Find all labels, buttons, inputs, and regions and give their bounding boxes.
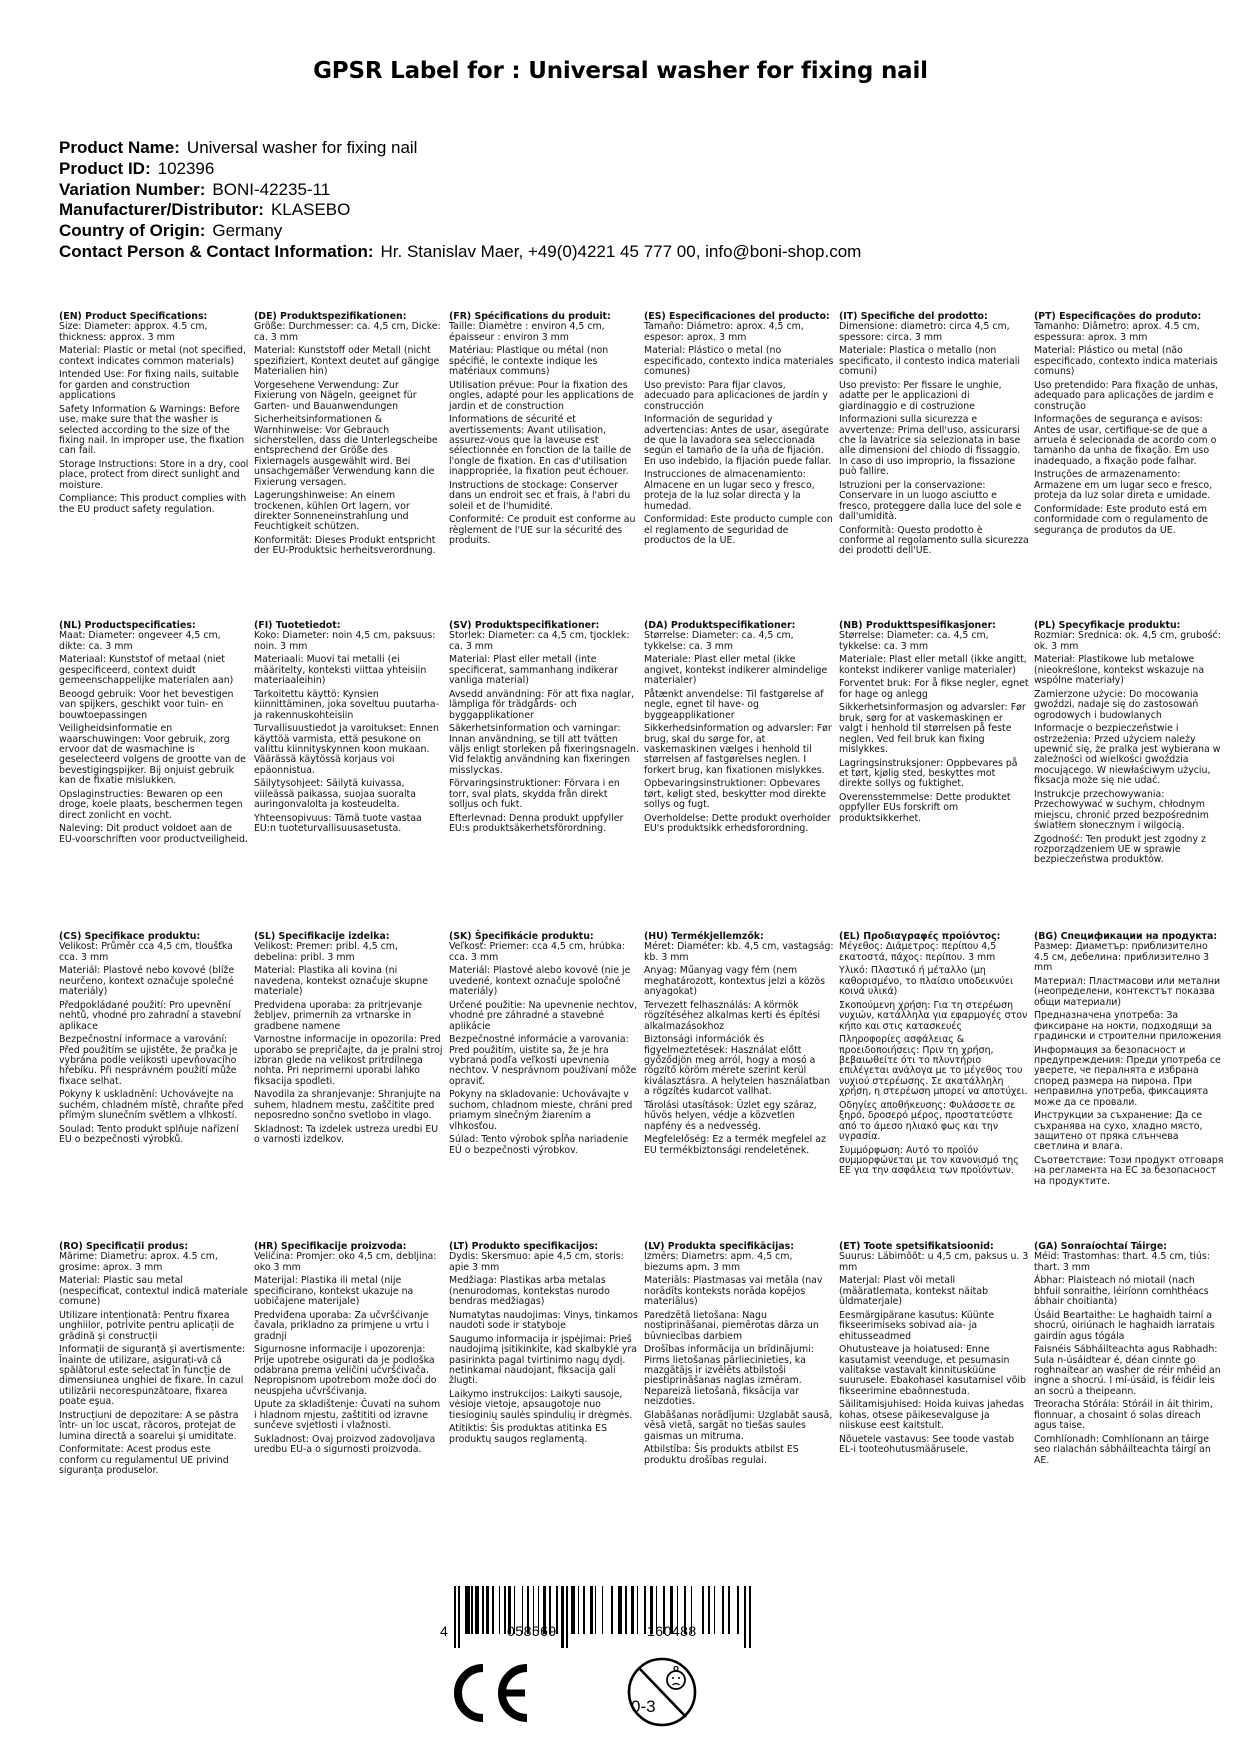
spec-section — [839, 1242, 1029, 1459]
spec-paragraph: Sikkerhetsinformasjon og advarsler: Før bruk, sørg for at vaskemaskinen er valgt i henhold til størrelsen på feste neglen. Ved feil bruk kan fixing mislykkes. — [839, 702, 1026, 756]
spec-paragraph: Medžiaga: Plastikas arba metalas (nenurodomas, kontekstas nurodo bendras medžiagas) — [449, 1275, 610, 1308]
spec-paragraph: Størrelse: Diameter: ca. 4,5 cm, tykkelse: ca. 3 mm — [839, 630, 989, 652]
spec-paragraph: Beoogd gebruik: Voor het bevestigen van spijkers, geschikt voor tuin- en bouwtoepassingen — [59, 688, 234, 721]
variation-number-row — [59, 180, 861, 201]
variation-number-label: Variation Number: — [59, 179, 206, 199]
spec-section-heading: (SK) Špecifikácie produktu: — [449, 931, 594, 942]
spec-paragraph: Storage Instructions: Store in a dry, cool place, protect from direct sunlight and moisture. — [59, 459, 249, 491]
spec-paragraph: Matériau: Plastique ou métal (non spécifié, le contexte indique les matériaux communs) — [449, 345, 609, 378]
spec-paragraph: Materiál: Plastové nebo kovové (blíže neurčeno, kontext označuje společné materiály) — [59, 965, 235, 998]
spec-paragraph: Материал: Пластмасови или метални (неопределени, контекстът показва общи материали) — [1034, 975, 1221, 1008]
spec-paragraph: Инструкции за съхранение: Да се съхранява на сухо, хладно място, защитено от пряка слънчева светлина и влага. — [1034, 1110, 1203, 1153]
spec-paragraph: Konformität: Dieses Produkt entspricht der EU-Produktsic herheitsverordnung. — [254, 535, 436, 557]
spec-section — [449, 1242, 639, 1448]
spec-paragraph: Opbevaringsinstruktioner: Opbevares tørt, køligt sted, beskytter mod direkte sollys og fugt. — [644, 778, 826, 811]
spec-section-heading: (SV) Produktspecifikationer: — [449, 620, 600, 631]
spec-paragraph: Laikymo instrukcijos: Laikyti sausoje, vėsioje vietoje, apsaugotoje nuo tiesioginių saulės spindulių ir drėgmės. — [449, 1389, 633, 1421]
spec-paragraph: Drošības informācija un brīdinājumi: Pirms lietošanas pārliecinieties, ka mazgātājs ir izvēlēts atbilstoši piestiprināšanas naglas izmēram. Nepareizā lietošanā, fiksācija var neizdoties. — [644, 1344, 814, 1408]
spec-paragraph: Atitiktis: Šis produktas atitinka ES produktų saugos reglamentą. — [449, 1423, 608, 1445]
spec-paragraph: Materjal: Plast või metall (määratlemata, kontekst näitab üldmaterjale) — [839, 1275, 989, 1308]
spec-section — [59, 312, 249, 518]
contact-label: Contact Person & Contact Information: — [59, 241, 374, 261]
spec-paragraph: Lagringsinstruksjoner: Oppbevares på et tørt, kjølig sted, beskyttes mot direkte sollys og fuktighet. — [839, 757, 1018, 790]
spec-paragraph: Anyag: Műanyag vagy fém (nem meghatározott, kontextus jelzi a közös anyagokat) — [644, 965, 825, 998]
variation-number-value: BONI-42235-11 — [212, 179, 331, 199]
spec-paragraph: Размер: Диаметър: приблизително 4.5 см, дебелина: приблизително 3 mm — [1034, 941, 1210, 974]
spec-paragraph: Soulad: Tento produkt splňuje nařízení EU o bezpečnosti výrobků. — [59, 1123, 239, 1146]
spec-section — [1034, 312, 1224, 539]
spec-paragraph: Faisnéis Sábháilteachta agus Rabhadh: Sula n-úsáidtear é, déan cinnte go roghnaítear an washer de réir mhéid an ingne a shocrú. I mí-úsáid, is féidir leis an socrú a theipeann. — [1034, 1344, 1221, 1397]
spec-paragraph: Instrucciones de almacenamiento: Almacene en un lugar seco y fresco, proteja de la luz solar directa y la humedad. — [644, 469, 815, 512]
spec-paragraph: Dydis: Skersmuo: apie 4,5 cm, storis: apie 3 mm — [449, 1251, 624, 1273]
spec-paragraph: Materiale: Plast eller metal (ikke angivet, kontekst indikerer almindelige materialer) — [644, 654, 828, 687]
spec-paragraph: Tárolási utasítások: Üzlet egy száraz, hűvös helyen, védje a közvetlen napfény és a nedvesség. — [644, 1099, 817, 1132]
spec-paragraph: Συμμόρφωση: Αυτό το προϊόν συμμορφώνεται με τον κανονισμό της ΕΕ για την ασφάλεια των προϊόντων. — [839, 1144, 1019, 1177]
spec-paragraph: Οδηγίες αποθήκευσης: Φυλάσσετε σε ξηρό, δροσερό μέρος, προστατεύστε από το άμεσο ηλιακό φως και την υγρασία. — [839, 1099, 1016, 1143]
spec-paragraph: Varnostne informacije in opozorila: Pred uporabo se prepričajte, da je pralni stroj izbran glede na velikost pritrdilnega nohta. Pri neprimerni uporabi lahko fiksacija spodleti. — [254, 1034, 443, 1087]
spec-paragraph: Compliance: This product complies with the EU product safety regulation. — [59, 493, 247, 515]
spec-paragraph: Úsáid Beartaithe: Le haghaidh tairní a shocrú, oiriúnach le haghaidh iarratais gairdín agus tógála — [1034, 1309, 1215, 1342]
spec-paragraph: Säkerhetsinformation och varningar: Innan användning, se till att tvätten väljs enligt storleken på fixeringsnageln. Vid felaktig användning kan fixeringen misslyckas. — [449, 723, 639, 776]
spec-paragraph: Materijal: Plastika ili metal (nije specificirano, kontekst ukazuje na uobičajene materijale) — [254, 1275, 414, 1308]
spec-paragraph: Bezpečnostné informácie a varovania: Pred použitím, uistite sa, že je hra vybraná podľa veľkosti upevnenia nechtov. V nesprávnom používaní môže opraviť. — [449, 1034, 637, 1087]
spec-paragraph: Size: Diameter: approx. 4.5 cm, thickness: approx. 3 mm — [59, 321, 208, 343]
spec-paragraph: Informations de sécurité et avertissements: Avant utilisation, assurez-vous que la laveuse est sélectionnée en fonction de la taille de l'ongle de fixation. En cas d'utilisation inappropriée, la fixation peut échouer. — [449, 414, 632, 478]
age-warning-0-3-icon — [626, 1656, 698, 1728]
spec-paragraph: Sukladnost: Ovaj proizvod zadovoljava uredbu EU-a o sigurnosti proizvoda. — [254, 1433, 436, 1456]
spec-paragraph: Material: Plast eller metall (inte specificerat, sammanhang indikerar vanliga material) — [449, 654, 618, 687]
spec-section — [644, 621, 834, 838]
product-id-label: Product ID: — [59, 158, 151, 178]
spec-paragraph: Koko: Diameter: noin 4,5 cm, paksuus: noin. 3 mm — [254, 630, 436, 652]
spec-paragraph: Μέγεθος: Διάμετρος: περίπου 4,5 εκατοστά, πάχος: περίπου. 3 mm — [839, 941, 997, 963]
product-id-row — [59, 159, 861, 180]
spec-paragraph: Materiale: Plastica o metallo (non specificato, il contesto indica materiali comuni) — [839, 345, 1020, 378]
spec-paragraph: Veiligheidsinformatie en waarschuwingen: Voor gebruik, zorg ervoor dat de wasmachine is geselecteerd volgens de grootte van de bevestigingspijker. Bij onjuist gebruik kan de fixatie mislukken. — [59, 723, 246, 787]
spec-paragraph: Tervezett felhasználás: A körmök rögzítéséhez alkalmas kerti és építési alkalmazásokhoz — [644, 999, 821, 1032]
spec-paragraph: Instrucțiuni de depozitare: A se păstra într- un loc uscat, răcoros, protejat de lumina directă a soarelui şi umiditate. — [59, 1409, 239, 1442]
country-of-origin-value: Germany — [212, 221, 283, 241]
spec-section — [59, 621, 249, 848]
spec-section-heading: (BG) Спецификации на продукта: — [1034, 931, 1218, 942]
spec-paragraph: Opslaginstructies: Bewaren op een droge, koele plaats, beschermen tegen direct zonlicht en vocht. — [59, 788, 243, 821]
spec-paragraph: Predviđena uporaba: Za učvršćivanje čavala, prikladno za primjene u vrtu i gradnji — [254, 1309, 430, 1342]
spec-paragraph: Conformitate: Acest produs este conform cu regulamentul UE privind siguranța produselor. — [59, 1444, 229, 1477]
spec-paragraph: Størrelse: Diameter: ca. 4,5 cm, tykkelse: ca. 3 mm — [644, 630, 794, 652]
spec-section-heading: (FI) Tuotetiedot: — [254, 620, 341, 631]
spec-paragraph: Conformità: Questo prodotto è conforme al regolamento sulla sicurezza dei prodotti dell'UE. — [839, 524, 1029, 557]
spec-paragraph: Instructions de stockage: Conserver dans un endroit sec et frais, à l'abri du soleil et de l'humidité. — [449, 479, 631, 512]
spec-paragraph: Veľkosť: Priemer: cca 4,5 cm, hrúbka: cca. 3 mm — [449, 941, 625, 963]
spec-paragraph: Material: Plástico o metal (no especificado, contexto indica materiales comunes) — [644, 345, 834, 378]
spec-paragraph: Material: Plastika ali kovina (ni navedena, kontekst označuje skupne materiale) — [254, 965, 428, 998]
spec-paragraph: Maat: Diameter: ongeveer 4,5 cm, dikte: ca. 3 mm — [59, 630, 221, 652]
spec-paragraph: Předpokládané použití: Pro upevnění nehtů, vhodné pro zahradní a stavební aplikace — [59, 999, 241, 1032]
spec-paragraph: Veličina: Promjer: oko 4,5 cm, debljina: oko 3 mm — [254, 1251, 437, 1273]
spec-paragraph: Biztonsági információk és figyelmeztetések: Használat előtt győződjön meg arról, hogy a mosó a rögzítő köröm mérete szerint kerül kiválasztásra. A helytelen használatban a rögzítés kudarcot vallhat. — [644, 1034, 831, 1098]
spec-paragraph: Materiaali: Muovi tai metalli (ei määritelty, konteksti viittaa yhteisiin materiaaleihin) — [254, 654, 427, 687]
spec-paragraph: Rozmiar: Średnica: ok. 4,5 cm, grubość: ok. 3 mm — [1034, 630, 1221, 652]
spec-section-heading: (HU) Termékjellemzők: — [644, 931, 764, 942]
spec-paragraph: Sicherheitsinformationen & Warnhinweise: Vor Gebrauch sicherstellen, dass die Unterlegscheibe entsprechend der Größe des Fixiernagels ausgewählt wird. Bei unsachgemäßer Verwendung kann die Fixierung versagen. — [254, 414, 438, 488]
spec-section — [644, 1242, 834, 1469]
spec-paragraph: Istruzioni per la conservazione: Conservare in un luogo asciutto e fresco, proteggere dalla luce del sole e dall'umidità. — [839, 479, 1022, 523]
manufacturer-row — [59, 200, 861, 221]
spec-paragraph: Materiaal: Kunststof of metaal (niet gespecificeerd, context duidt gemeenschappelijke materialen aan) — [59, 654, 234, 687]
spec-paragraph: Informações de segurança e avisos: Antes de usar, certifique-se de que a arruela é selecionada de acordo com o tamanho da unha de fixação. Em uso inadequado, a fixação pode falhar. — [1034, 414, 1217, 467]
spec-paragraph: Overensstemmelse: Dette produktet oppfyller EUs forskrift om produktsikkerhet. — [839, 792, 1011, 824]
barcode — [440, 1586, 780, 1648]
spec-section — [254, 932, 444, 1149]
spec-paragraph: Предназначена употреба: За фиксиране на нокти, подходящи за градински и строителни приложения — [1034, 1010, 1222, 1043]
spec-section — [449, 312, 639, 550]
spec-paragraph: Ábhar: Plaisteach nó miotail (nach bhfuil sonraithe, léiríonn comhthéacs ábhair choitianta) — [1034, 1275, 1209, 1308]
spec-paragraph: Glabāšanas norādījumi: Uzglabāt sausā, vēsā vietā, sargāt no tiešas saules gaismas un mitruma. — [644, 1409, 833, 1442]
spec-paragraph: Conformité: Ce produit est conforme au règlement de l'UE sur la sécurité des produits. — [449, 514, 636, 547]
spec-paragraph: Material: Kunststoff oder Metall (nicht spezifiziert, Kontext deutet auf gängige Materialien hin) — [254, 345, 440, 378]
spec-paragraph: Información de seguridad y advertencias: Antes de usar, asegúrate de que la lavadora sea seleccionada según el tamaño de la uña de fijación. En uso indebido, la fijación puede fallar. — [644, 414, 832, 467]
spec-paragraph: Ohutusteave ja hoiatused: Enne kasutamist veenduge, et pesumasin valitakse vastavalt kinnitusküüne suurusele. Ebakohasel kasutamisel võib fikseerimine ebaõnnestuda. — [839, 1344, 1026, 1397]
product-name-row — [59, 138, 861, 159]
product-id-value: 102396 — [157, 158, 215, 178]
spec-section-heading: (EL) Προδιαγραφές προϊόντος: — [839, 931, 1001, 942]
spec-section-heading: (ET) Toote spetsifikatsioonid: — [839, 1241, 994, 1252]
spec-section — [839, 621, 1029, 827]
spec-paragraph: Förvaringsinstruktioner: Förvara i en torr, sval plats, skydda från direkt solljus och fukt. — [449, 778, 620, 811]
spec-paragraph: Nõuetele vastavus: See toode vastab EL-i tooteohutusmäärusele. — [839, 1433, 1015, 1456]
spec-paragraph: Velikost: Premer: pribl. 4,5 cm, debelina: pribl. 3 mm — [254, 941, 398, 963]
spec-paragraph: Conformidad: Este producto cumple con el reglamento de seguridad de productos de la UE. — [644, 514, 833, 547]
spec-paragraph: Информация за безопасност и предупреждения: Преди употреба се уверете, че пералнята е избрана според размера на пирона. При неправилна употреба, фиксацията може да се провали. — [1034, 1044, 1221, 1108]
spec-section-heading: (EN) Product Specifications: — [59, 311, 208, 322]
spec-section — [839, 932, 1029, 1180]
spec-paragraph: Upute za skladištenje: Čuvati na suhom i hladnom mjestu, zaštititi od izravne sunčeve svjetlosti i vlažnosti. — [254, 1399, 441, 1432]
spec-paragraph: Súlad: Tento výrobok spĺňa nariadenie EÚ o bezpečnosti výrobkov. — [449, 1134, 629, 1156]
spec-paragraph: Instrukcje przechowywania: Przechowywać w suchym, chłodnym miejscu, chronić przed bezpośrednim światłem słonecznym i wilgocią. — [1034, 788, 1209, 832]
spec-paragraph: Tamaño: Diámetro: aprox. 4,5 cm, espesor: aprox. 3 mm — [644, 321, 804, 343]
barcode-bars-icon — [440, 1586, 780, 1648]
spec-section-heading: (RO) Specificații produs: — [59, 1241, 189, 1252]
spec-paragraph: Safety Information & Warnings: Before use, make sure that the washer is selected according to the size of the fixing nail. In improper use, the fixation can fail. — [59, 403, 245, 457]
spec-section — [59, 1242, 249, 1480]
spec-paragraph: Größe: Durchmesser: ca. 4,5 cm, Dicke: ca. 3 mm — [254, 321, 441, 343]
spec-paragraph: Σκοπούμενη χρήση: Για τη στερέωση νυχιών, κατάλληλα για εφαρμογές στον κήπο και στις κατασκευές — [839, 999, 1028, 1032]
spec-paragraph: Méret: Diaméter: kb. 4,5 cm, vastagság: kb. 3 mm — [644, 941, 834, 963]
product-name-label: Product Name: — [59, 138, 180, 157]
spec-section-heading: (GA) Sonraíochtaí Táirge: — [1034, 1241, 1167, 1252]
spec-section-heading: (NB) Produkttspesifikasjoner: — [839, 620, 996, 631]
spec-paragraph: Comhlíonadh: Comhlíonann an táirge seo rialachán sábháilteachta táirgí an AE. — [1034, 1433, 1211, 1466]
spec-paragraph: Zgodność: Ten produkt jest zgodny z rozporządzeniem UE w sprawie bezpieczeństwa produktów. — [1034, 833, 1206, 866]
spec-section-heading: (FR) Spécifications du produit: — [449, 311, 611, 322]
spec-paragraph: Materiał: Plastikowe lub metalowe (nieokreślone, kontekst wskazuje na wspólne materiały) — [1034, 654, 1205, 687]
spec-paragraph: Dimensione: diametro: circa 4,5 cm, spessore: circa. 3 mm — [839, 321, 1010, 343]
page-title: GPSR Label for : Universal washer for fixing nail — [313, 58, 928, 84]
country-of-origin-label: Country of Origin: — [59, 221, 206, 241]
spec-paragraph: Mărime: Diametru: aprox. 4.5 cm, grosime: aprox. 3 mm — [59, 1251, 218, 1273]
spec-paragraph: Méid: Trastomhas: thart. 4.5 cm, tiús: thart. 3 mm — [1034, 1251, 1210, 1273]
spec-paragraph: Πληροφορίες ασφάλειας & προειδοποιήσεις: Πριν τη χρήση, βεβαιωθείτε ότι το πλυντήριο επιλέγεται ανάλογα με το μέγεθος του νυχιού στερέωσης. Σε ακατάλληλη χρήση, η στερέωση μπορεί να αποτύχει. — [839, 1034, 1028, 1098]
spec-paragraph: Uso previsto: Per fissare le unghie, adatte per le applicazioni di giardinaggio e di costruzione — [839, 379, 1002, 412]
spec-paragraph: Säilytysohjeet: Säilytä kuivassa, viileässä paikassa, suojaa suoralta auringonvalolta ja kosteudelta. — [254, 778, 416, 811]
spec-paragraph: Material: Plastic or metal (not specified, context indicates common materials) — [59, 345, 246, 367]
spec-paragraph: Υλικό: Πλαστικό ή μέταλλο (μη καθορισμένο, το πλαίσιο υποδεικνύει κοινά υλικά) — [839, 965, 1014, 998]
spec-section — [1034, 1242, 1224, 1469]
age-warning-label: 0-3 — [631, 1697, 656, 1716]
spec-section — [644, 312, 834, 550]
spec-paragraph: Atbilstība: Šis produkts atbilst ES produktu drošības regulai. — [644, 1444, 799, 1466]
spec-paragraph: Lagerungshinweise: An einem trockenen, kühlen Ort lagern, vor direkter Sonneneinstrahlung und Feuchtigkeit schützen. — [254, 490, 410, 533]
spec-section-heading: (CS) Specifikace produktu: — [59, 931, 201, 942]
spec-paragraph: Utilizare intenționată: Pentru fixarea unghiilor, potrivite pentru aplicații de grădină și construcții — [59, 1309, 235, 1342]
spec-paragraph: Uso previsto: Para fijar clavos, adecuado para aplicaciones de jardín y construcción — [644, 379, 828, 412]
spec-paragraph: Izmērs: Diametrs: apm. 4,5 cm, biezums apm. 3 mm — [644, 1251, 793, 1273]
spec-section-heading: (LT) Produkto specifikacijos: — [449, 1241, 599, 1252]
spec-section-heading: (IT) Specifiche del prodotto: — [839, 311, 988, 322]
product-name-value: Universal washer for fixing nail — [186, 138, 418, 157]
spec-paragraph: Zamierzone użycie: Do mocowania gwoździ, nadaje się do zastosowań ogrodowych i budowlanych — [1034, 688, 1199, 721]
spec-paragraph: Určené použitie: Na upevnenie nechtov, vhodné pre záhradné a stavebné aplikácie — [449, 999, 638, 1032]
spec-section — [449, 932, 639, 1159]
spec-paragraph: Storlek: Diameter: ca 4,5 cm, tjocklek: ca. 3 mm — [449, 630, 630, 652]
spec-section — [254, 621, 444, 838]
spec-paragraph: Numatytas naudojimas: Vinys, tinkamos naudoti sode ir statyboje — [449, 1309, 638, 1332]
spec-section — [839, 312, 1029, 560]
spec-paragraph: Taille: Diamètre : environ 4,5 cm, épaisseur : environ 3 mm — [449, 321, 605, 343]
spec-paragraph: Informazioni sulla sicurezza e avvertenze: Prima dell'uso, assicurarsi che la lavatrice sia selezionata in base alle dimensioni del chiodo di fissaggio. In caso di uso improprio, la fissazione può fallire. — [839, 414, 1021, 478]
contact-value: Hr. Stanislav Maer, +49(0)4221 45 777 00, info@boni-shop.com — [380, 241, 862, 261]
spec-section-heading: (PT) Especificações do produto: — [1034, 311, 1202, 322]
spec-paragraph: Predvidena uporaba: za pritrjevanje žebljev, primernih za vrtnarske in gradbene namene — [254, 999, 423, 1032]
spec-paragraph: Forventet bruk: For å fikse negler, egnet for hage og anlegg — [839, 678, 1029, 700]
spec-paragraph: Pokyny k uskladnění: Uchovávejte na suchém, chladném místě, chraňte před přímým slunečním světlem a vlhkostí. — [59, 1089, 244, 1122]
spec-section — [254, 1242, 444, 1459]
spec-paragraph: Saugumo informacija ir įspėjimai: Prieš naudojimą įsitikinkite, kad skalbyklė yra pasirinkta pagal tvirtinimo nagų dydį. netinkamai naudojant, fiksacija gali žlugti. — [449, 1333, 638, 1387]
spec-section-heading: (LV) Produkta specifikācijas: — [644, 1241, 794, 1252]
spec-paragraph: Naleving: Dit product voldoet aan de EU-voorschriften voor productveiligheid. — [59, 823, 248, 845]
barcode-first-digit: 4 — [440, 1623, 448, 1639]
spec-section — [1034, 932, 1224, 1190]
spec-section-heading: (PL) Specyfikacje produktu: — [1034, 620, 1181, 631]
spec-paragraph: Påtænkt anvendelse: Til fastgørelse af negle, egnet til have- og byggeapplikationer — [644, 688, 824, 721]
manufacturer-value: KLASEBO — [270, 200, 351, 220]
spec-paragraph: Tamanho: Diâmetro: aprox. 4.5 cm, espessura: aprox. 3 mm — [1034, 321, 1200, 343]
spec-paragraph: Informații de siguranță și avertismente: Înainte de utilizare, asigurați-vă că spălătorul este selectat în funcție de dimensiunea unghiei de fixare. În cazul utilizării necorespunzătoare, fixarea poate eşua. — [59, 1344, 246, 1408]
spec-section-heading: (HR) Specifikacije proizvoda: — [254, 1241, 407, 1252]
spec-paragraph: Utilisation prévue: Pour la fixation des ongles, adapté pour les applications de jardin et de construction — [449, 379, 634, 412]
spec-paragraph: Съответствие: Този продукт отговаря на регламента на ЕС за безопасност на продуктите. — [1034, 1155, 1224, 1187]
spec-paragraph: Materiál: Plastové alebo kovové (nie je uvedené, kontext označuje spoločné materiály) — [449, 965, 631, 998]
spec-section — [59, 932, 249, 1149]
spec-paragraph: Material: Plástico ou metal (não especificado, contexto indica materiais comuns) — [1034, 345, 1218, 378]
spec-section — [1034, 621, 1224, 869]
spec-paragraph: Materiale: Plast eller metall (ikke angitt, kontekst indikerer vanlige materialer) — [839, 654, 1027, 676]
manufacturer-label: Manufacturer/Distributor: — [59, 200, 264, 220]
spec-section-heading: (ES) Especificaciones del producto: — [644, 311, 830, 322]
spec-paragraph: Pokyny na skladovanie: Uchovávajte v suchom, chladnom mieste, chráni pred priamym slnečným žiarením a vlhkosťou. — [449, 1089, 633, 1132]
spec-section — [449, 621, 639, 838]
spec-paragraph: Material: Plastic sau metal (nespecificat, contextul indică materiale comune) — [59, 1275, 248, 1308]
ce-mark-icon — [453, 1664, 537, 1722]
barcode-left-group: 058569 — [507, 1623, 557, 1639]
spec-paragraph: Turvallisuustiedot ja varoitukset: Ennen käyttöä varmista, että pesukone on valittu kiinnityskynnen koon mukaan. Väärässä käytössä korjaus voi epäonnistua. — [254, 723, 439, 776]
spec-paragraph: Instruções de armazenamento: Armazene em um lugar seco e fresco, proteja da luz solar direta e umidade. — [1034, 469, 1213, 502]
spec-paragraph: Suurus: Läbimõõt: u 4,5 cm, paksus u. 3 mm — [839, 1251, 1029, 1273]
spec-paragraph: Conformidade: Este produto está em conformidade com o regulamento de segurança de produtos da UE. — [1034, 503, 1209, 536]
barcode-right-group: 160488 — [647, 1623, 697, 1639]
spec-paragraph: Overholdelse: Dette produkt overholder EU's produktsikk erhedsforordning. — [644, 812, 831, 835]
spec-section — [254, 312, 444, 560]
spec-section-heading: (SL) Specifikacije izdelka: — [254, 931, 390, 942]
spec-paragraph: Materiāls: Plastmasas vai metāla (nav norādīts konteksts norāda kopējos materiālus) — [644, 1275, 823, 1308]
spec-paragraph: Vorgesehene Verwendung: Zur Fixierung von Nägeln, geeignet für Garten- und Bauanwendungen — [254, 379, 417, 412]
spec-paragraph: Säilitamisjuhised: Hoida kuivas jahedas kohas, otsese päikesevalguse ja niiskuse eest kaitstult. — [839, 1399, 1024, 1432]
spec-paragraph: Intended Use: For fixing nails, suitable for garden and construction applications — [59, 369, 239, 402]
spec-paragraph: Eesmärgipärane kasutus: Küünte fikseerimiseks sobivad aia- ja ehitusseadmed — [839, 1309, 995, 1342]
spec-paragraph: Avsedd användning: För att fixa naglar, lämpliga för trädgårds- och byggapplikationer — [449, 688, 635, 721]
spec-paragraph: Paredzētā lietošana: Nagu nostiprināšanai, piemērotas dārza un būvniecības darbiem — [644, 1309, 819, 1342]
spec-paragraph: Velikost: Průměr cca 4,5 cm, tloušťka cca. 3 mm — [59, 941, 233, 963]
spec-section — [644, 932, 834, 1159]
spec-paragraph: Yhteensopivuus: Tämä tuote vastaa EU:n tuoteturvallisuusasetusta. — [254, 812, 422, 835]
spec-paragraph: Efterlevnad: Denna produkt uppfyller EU:s produktsäkerhetsförordning. — [449, 812, 624, 835]
spec-paragraph: Treoracha Stórála: Stóráil in áit thirim, fionnuar, a chosaint ó solas díreach agus taise. — [1034, 1399, 1213, 1432]
spec-paragraph: Bezpečnostní informace a varování: Před použitím se ujistěte, že pračka je vybrána podle velikosti upevňovacího hřebíku. Při nesprávném použití může fixace selhat. — [59, 1034, 238, 1087]
spec-paragraph: Sikkerhedsinformation og advarsler: Før brug, skal du sørge for, at vaskemaskinen vælges i henhold til størrelsen af fastgørelses neglen. I forkert brug, kan fixationen mislykkes. — [644, 723, 832, 776]
spec-paragraph: Tarkoitettu käyttö: Kynsien kiinnittäminen, joka soveltuu puutarha- ja rakennuskohteisiin — [254, 688, 439, 721]
country-of-origin-row — [59, 221, 861, 242]
spec-paragraph: Megfelelőség: Ez a termék megfelel az EU termékbiztonsági rendeletének. — [644, 1134, 826, 1156]
spec-paragraph: Sigurnosne informacije i upozorenja: Prije upotrebe osigurati da je podloška odabrana prema veličini učvršćivača. Nepropisnom upotrebom može doći do neuspjeha učvršćivanja. — [254, 1344, 437, 1397]
spec-section-heading: (DA) Produktspecifikationer: — [644, 620, 796, 631]
product-info — [59, 138, 861, 263]
spec-section-heading: (NL) Productspecificaties: — [59, 620, 196, 631]
spec-paragraph: Navodila za shranjevanje: Shranjujte na suhem, hladnem mestu, zaščitite pred neposredno sončno svetlobo in vlago. — [254, 1089, 441, 1122]
contact-row — [59, 242, 861, 263]
spec-paragraph: Skladnost: Ta izdelek ustreza uredbi EU o varnosti izdelkov. — [254, 1123, 439, 1146]
spec-paragraph: Informacje o bezpieczeństwie i ostrzeżenia: Przed użyciem należy upewnić się, że pralka jest wybierana w zależności od wielkości gwoździa mocującego. W niewłaściwym użyciu, fiksacja może się nie udać. — [1034, 723, 1221, 787]
spec-section-heading: (DE) Produktspezifikationen: — [254, 311, 407, 322]
spec-paragraph: Uso pretendido: Para fixação de unhas, adequado para aplicações de jardim e construção — [1034, 379, 1219, 412]
